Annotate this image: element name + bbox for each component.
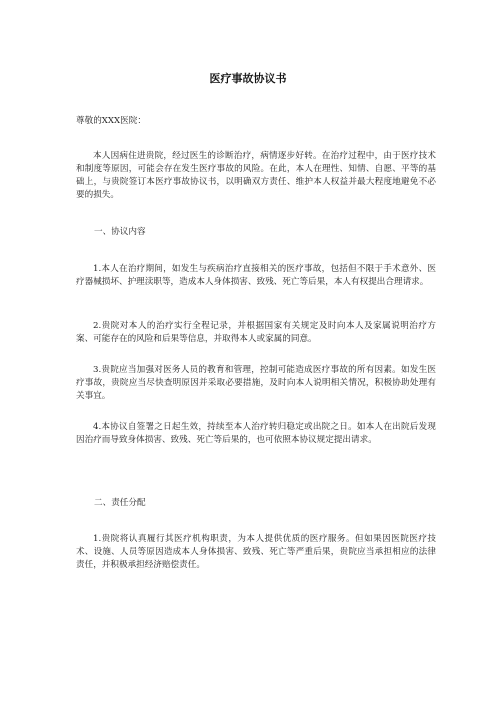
section-heading-responsibility: 二、责任分配 — [94, 498, 146, 508]
agreement-item-4: 4.本协议自签署之日起生效，持续至本人治疗转归稳定或出院之日。如本人在出院后发现因治疗而导致身体损害、致残、死亡等后果的，也可依照本协议规定提出请求。 — [76, 422, 436, 445]
intro-paragraph: 本人因病住进贵院，经过医生的诊断治疗，病情逐步好转。在治疗过程中，由于医疗技术和制度等原因，可能会存在发生医疗事故的风险。在此，本人在理性、知情、自愿、平等的基础上，与贵院签订本医疗事故协议书，以明确双方责任、维护本人权益并最大程度地避免不必要的损失。 — [76, 151, 436, 200]
section-heading-agreement: 一、协议内容 — [94, 227, 146, 237]
salutation: 尊敬的XXX医院： — [76, 116, 146, 126]
agreement-item-3: 3.贵院应当加强对医务人员的教育和管理，控制可能造成医疗事故的所有因素。如发生医疗事故，贵院应当尽快查明原因并采取必要措施，及时向本人说明相关情况，积极协助处理有关事宜。 — [76, 365, 436, 401]
agreement-item-2: 2.贵院对本人的治疗实行全程记录，并根据国家有关规定及时向本人及家属说明治疗方案、可能存在的风险和后果等信息，并取得本人或家属的同意。 — [76, 321, 436, 344]
agreement-item-1: 1.本人在治疗期间，如发生与疾病治疗直接相关的医疗事故，包括但不限于手术意外、医疗器械损坏、护理渎职等，造成本人身体损害、致残、死亡等后果，本人有权提出合理请求。 — [76, 264, 436, 287]
document-title: 医疗事故协议书 — [209, 72, 287, 85]
responsibility-item-1: 1.贵院将认真履行其医疗机构职责，为本人提供优质的医疗服务。但如果因医院医疗技术、设施、人员等原因造成本人身体损害、致残、死亡等严重后果，贵院应当承担相应的法律责任，并积极承担经济赔偿责任。 — [76, 534, 436, 570]
